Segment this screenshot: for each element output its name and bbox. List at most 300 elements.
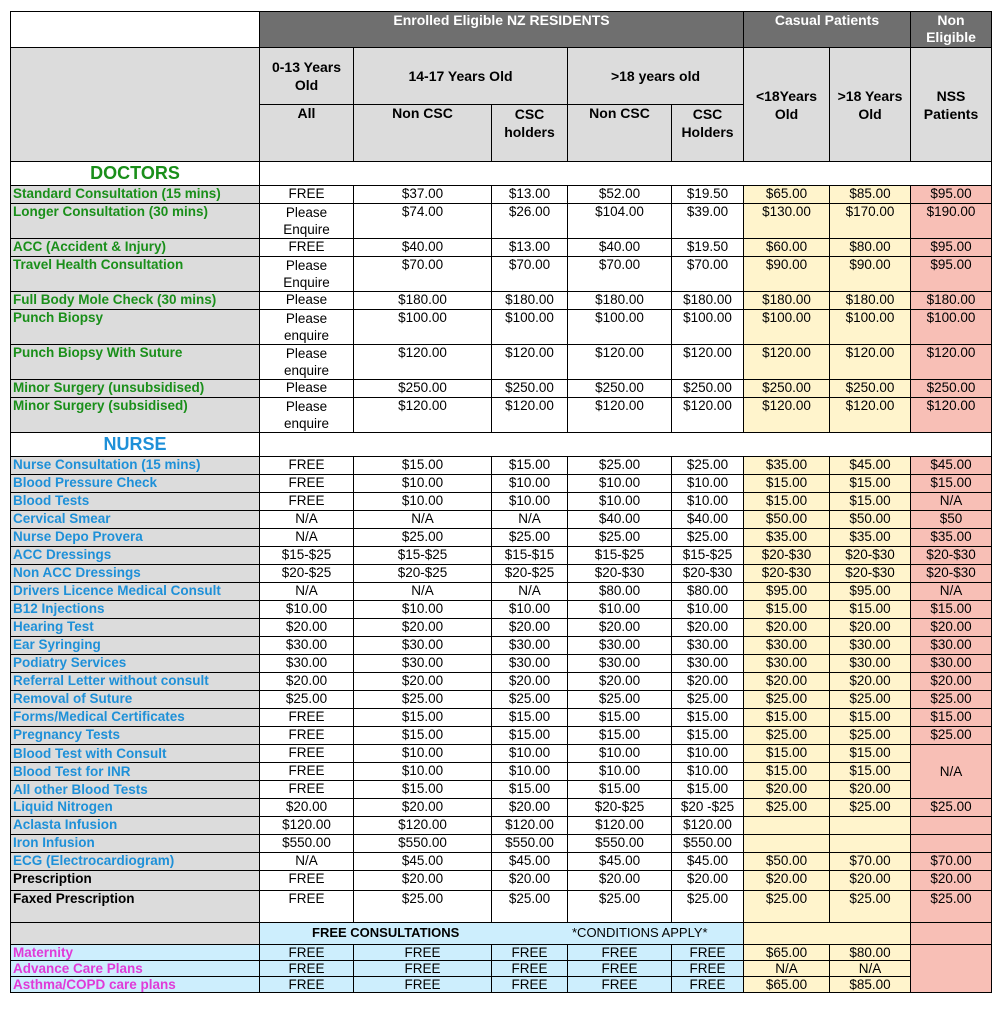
price-cell: $15.00: [354, 457, 492, 475]
price-cell: [260, 310, 354, 345]
price-cell: $45.00: [672, 853, 744, 871]
table-row: [11, 619, 992, 637]
price-cell: $10.00: [492, 601, 568, 619]
price-cell: $120.00: [911, 345, 992, 380]
price-line1: Please: [285, 346, 328, 361]
price-cell: [830, 817, 911, 835]
price-cell: $70.00: [830, 853, 911, 871]
price-cell: $65.00: [744, 186, 830, 204]
price-cell: $10.00: [492, 475, 568, 493]
price-cell: N/A: [260, 529, 354, 547]
price-cell: $90.00: [744, 257, 830, 292]
table-row: [11, 380, 992, 398]
price-cell: $26.00: [492, 204, 568, 239]
free-banner-label-blank: [11, 923, 260, 945]
doctors-section-title: DOCTORS: [11, 162, 260, 186]
row-label: Faxed Prescription: [11, 891, 260, 923]
price-cell: $25.00: [744, 891, 830, 923]
price-cell: Please: [260, 292, 354, 310]
price-cell: $20.00: [830, 871, 911, 891]
row-label: Standard Consultation (15 mins): [11, 186, 260, 204]
price-cell: $15.00: [911, 709, 992, 727]
table-row: [11, 691, 992, 709]
price-cell: $20-$30: [744, 547, 830, 565]
price-cell: $10.00: [354, 493, 492, 511]
price-cell: FREE: [260, 763, 354, 781]
price-cell: $85.00: [830, 186, 911, 204]
label-header-blank: [11, 48, 260, 162]
age-0-13-header: [260, 48, 354, 105]
price-cell: $10.00: [672, 601, 744, 619]
price-cell: $25.00: [672, 529, 744, 547]
nurse-section-row: [11, 433, 992, 457]
price-cell: $30.00: [744, 655, 830, 673]
price-cell: $15-$15: [492, 547, 568, 565]
price-cell: FREE: [260, 709, 354, 727]
table-row: [11, 727, 992, 745]
table-row: [11, 853, 992, 871]
price-line2: enquire: [283, 363, 330, 378]
row-label: Iron Infusion: [11, 835, 260, 853]
price-cell: $550.00: [354, 835, 492, 853]
price-cell: FREE: [492, 961, 568, 977]
table-row: [11, 186, 992, 204]
nurse-section-blank: [260, 433, 992, 457]
price-cell: $550.00: [568, 835, 672, 853]
price-cell: $10.00: [568, 601, 672, 619]
row-label: Prescription: [11, 871, 260, 891]
price-cell: $35.00: [744, 457, 830, 475]
row-label: Liquid Nitrogen: [11, 799, 260, 817]
table-row: [11, 565, 992, 583]
table-row: [11, 799, 992, 817]
price-cell: $100.00: [672, 310, 744, 345]
price-cell: $85.00: [830, 977, 911, 993]
row-label: Hearing Test: [11, 619, 260, 637]
price-cell: $13.00: [492, 239, 568, 257]
price-cell: $100.00: [744, 310, 830, 345]
price-cell: $25.00: [911, 727, 992, 745]
price-cell: N/A: [911, 583, 992, 601]
price-cell: $25.00: [830, 727, 911, 745]
price-cell: FREE: [672, 945, 744, 961]
price-cell: $20-$25: [354, 565, 492, 583]
row-label: Aclasta Infusion: [11, 817, 260, 835]
row-label: Longer Consultation (30 mins): [11, 204, 260, 239]
price-cell: $550.00: [672, 835, 744, 853]
price-cell: $190.00: [911, 204, 992, 239]
non-eligible-line1: Non: [937, 12, 965, 28]
price-cell: FREE: [260, 475, 354, 493]
price-cell: $25.00: [911, 891, 992, 923]
price-line1: Please: [285, 399, 328, 414]
price-cell: $30.00: [744, 637, 830, 655]
price-cell: $80.00: [672, 583, 744, 601]
price-cell: $70.00: [492, 257, 568, 292]
price-cell: FREE: [260, 457, 354, 475]
price-cell: $120.00: [354, 345, 492, 380]
row-label: Blood Tests: [11, 493, 260, 511]
price-cell: N/A: [260, 511, 354, 529]
table-row: [11, 763, 992, 781]
price-cell: $30.00: [354, 637, 492, 655]
price-cell: $15.00: [672, 709, 744, 727]
price-cell: N/A: [744, 961, 830, 977]
price-cell: $25.00: [260, 691, 354, 709]
price-cell: $30.00: [354, 655, 492, 673]
price-cell: $120.00: [354, 817, 492, 835]
table-row: [11, 257, 992, 292]
free-nss-blank: [911, 945, 992, 993]
under-18-line1: <18Years: [755, 87, 818, 104]
price-cell: $120.00: [911, 398, 992, 433]
price-cell: $120.00: [744, 398, 830, 433]
price-cell: $20-$30: [672, 565, 744, 583]
price-cell: $30.00: [568, 655, 672, 673]
price-cell: $120.00: [830, 398, 911, 433]
price-cell: $10.00: [492, 745, 568, 763]
under-18-line2: Old: [774, 105, 799, 122]
price-cell: [911, 835, 992, 853]
over-18-line2: Old: [858, 105, 882, 122]
price-cell: $120.00: [568, 345, 672, 380]
price-cell: $10.00: [672, 475, 744, 493]
price-cell: FREE: [354, 945, 492, 961]
table-row: [11, 239, 992, 257]
price-cell: FREE: [492, 945, 568, 961]
price-cell: $180.00: [744, 292, 830, 310]
price-cell: $45.00: [568, 853, 672, 871]
price-cell: [260, 257, 354, 292]
table-row: [11, 871, 992, 891]
price-cell: $20.00: [830, 781, 911, 799]
price-cell: $95.00: [911, 186, 992, 204]
price-cell: $20.00: [260, 799, 354, 817]
price-cell: $180.00: [672, 292, 744, 310]
row-label: ECG (Electrocardiogram): [11, 853, 260, 871]
price-cell: $80.00: [568, 583, 672, 601]
row-label: Advance Care Plans: [11, 961, 260, 977]
price-cell: $30.00: [672, 655, 744, 673]
price-cell: $25.00: [672, 691, 744, 709]
price-line2: Enquire: [283, 275, 330, 290]
row-label: Podiatry Services: [11, 655, 260, 673]
price-cell: $95.00: [911, 257, 992, 292]
non-eligible-header: [911, 12, 992, 48]
price-cell: $10.00: [354, 601, 492, 619]
price-cell: $15.00: [744, 745, 830, 763]
table-row: [11, 493, 992, 511]
price-cell: $120.00: [260, 817, 354, 835]
price-cell: $25.00: [568, 529, 672, 547]
blood-nss-cell: N/A: [911, 745, 992, 799]
price-cell: $120.00: [492, 345, 568, 380]
row-label: ACC (Accident & Injury): [11, 239, 260, 257]
price-cell: $20.00: [492, 619, 568, 637]
price-cell: $120.00: [672, 345, 744, 380]
price-cell: FREE: [260, 745, 354, 763]
row-label: ACC Dressings: [11, 547, 260, 565]
table-row: [11, 673, 992, 691]
price-cell: $45.00: [911, 457, 992, 475]
price-line2: Enquire: [283, 222, 330, 237]
price-cell: $30.00: [492, 655, 568, 673]
row-label: Asthma/COPD care plans: [11, 977, 260, 993]
price-cell: $15.00: [568, 781, 672, 799]
free-banner-casual-blank: [744, 923, 911, 945]
price-cell: N/A: [354, 583, 492, 601]
row-label: Referral Letter without consult: [11, 673, 260, 691]
enrolled-header: Enrolled Eligible NZ RESIDENTS: [260, 12, 744, 48]
price-cell: N/A: [911, 493, 992, 511]
price-cell: $15.00: [568, 709, 672, 727]
price-cell: $60.00: [744, 239, 830, 257]
price-cell: $25.00: [568, 891, 672, 923]
price-cell: $20.00: [672, 673, 744, 691]
price-cell: $15-$25: [354, 547, 492, 565]
row-label: Forms/Medical Certificates: [11, 709, 260, 727]
price-cell: N/A: [830, 961, 911, 977]
price-cell: $20.00: [672, 619, 744, 637]
row-label: Ear Syringing: [11, 637, 260, 655]
price-cell: N/A: [492, 511, 568, 529]
price-cell: $20.00: [260, 673, 354, 691]
price-cell: $35.00: [911, 529, 992, 547]
row-label: Travel Health Consultation: [11, 257, 260, 292]
table-row: [11, 781, 992, 799]
price-cell: $10.00: [354, 475, 492, 493]
price-line2: enquire: [283, 416, 330, 431]
price-cell: $35.00: [830, 529, 911, 547]
price-cell: N/A: [492, 583, 568, 601]
price-cell: $25.00: [568, 691, 672, 709]
price-cell: $10.00: [354, 763, 492, 781]
price-cell: $45.00: [492, 853, 568, 871]
price-cell: $120.00: [492, 398, 568, 433]
price-cell: $25.00: [354, 529, 492, 547]
table-row: [11, 457, 992, 475]
price-cell: $90.00: [830, 257, 911, 292]
price-cell: $180.00: [911, 292, 992, 310]
price-cell: $19.50: [672, 186, 744, 204]
price-cell: $104.00: [568, 204, 672, 239]
price-cell: $15.00: [354, 727, 492, 745]
price-cell: FREE: [260, 891, 354, 923]
row-label: Punch Biopsy: [11, 310, 260, 345]
price-cell: FREE: [568, 961, 672, 977]
price-cell: $250.00: [492, 380, 568, 398]
price-cell: $20.00: [911, 619, 992, 637]
non-eligible-line2: Eligible: [926, 29, 976, 45]
price-cell: $15.00: [830, 709, 911, 727]
table-row: [11, 817, 992, 835]
price-cell: $10.00: [568, 745, 672, 763]
price-cell: $20-$30: [911, 547, 992, 565]
row-label: Minor Surgery (subsidised): [11, 398, 260, 433]
nss-line1: NSS: [936, 87, 966, 104]
price-cell: $10.00: [492, 493, 568, 511]
price-cell: $25.00: [911, 799, 992, 817]
table-row: [11, 511, 992, 529]
price-cell: $15.00: [744, 475, 830, 493]
table-row: [11, 945, 992, 961]
price-cell: $25.00: [672, 891, 744, 923]
price-cell: $25.00: [830, 691, 911, 709]
price-cell: $20.00: [830, 673, 911, 691]
price-cell: $20.00: [744, 619, 830, 637]
price-cell: $20-$30: [744, 565, 830, 583]
price-cell: $250.00: [354, 380, 492, 398]
row-label: Punch Biopsy With Suture: [11, 345, 260, 380]
price-cell: $65.00: [744, 977, 830, 993]
price-cell: $20-$30: [568, 565, 672, 583]
price-cell: $20-$30: [911, 565, 992, 583]
price-cell: $13.00: [492, 186, 568, 204]
age-18-header: >18 years old: [568, 48, 744, 105]
price-cell: [911, 817, 992, 835]
age-0-13-line1: 0-13 Years: [271, 59, 342, 75]
price-cell: $15.00: [911, 475, 992, 493]
csc-18-header: [672, 105, 744, 162]
price-cell: $20.00: [911, 871, 992, 891]
price-cell: FREE: [354, 977, 492, 993]
csc-18-line1: CSC: [692, 106, 723, 122]
price-cell: $95.00: [744, 583, 830, 601]
table-row: [11, 961, 992, 977]
price-cell: $100.00: [568, 310, 672, 345]
price-cell: $25.00: [830, 799, 911, 817]
price-cell: Please: [260, 380, 354, 398]
price-cell: FREE: [260, 945, 354, 961]
price-cell: $40.00: [354, 239, 492, 257]
price-cell: [260, 398, 354, 433]
price-cell: $120.00: [672, 817, 744, 835]
price-cell: FREE: [354, 961, 492, 977]
price-cell: $25.00: [744, 727, 830, 745]
price-cell: $100.00: [354, 310, 492, 345]
price-cell: $30.00: [830, 637, 911, 655]
price-cell: $10.00: [568, 475, 672, 493]
price-cell: [830, 835, 911, 853]
price-cell: $15.00: [911, 601, 992, 619]
row-label: Minor Surgery (unsubsidised): [11, 380, 260, 398]
price-cell: $25.00: [492, 891, 568, 923]
price-cell: $40.00: [568, 239, 672, 257]
csc-14-17-line2: holders: [504, 124, 555, 140]
price-cell: $25.00: [744, 691, 830, 709]
price-cell: $10.00: [672, 493, 744, 511]
under-18-header: [744, 48, 830, 162]
price-cell: N/A: [260, 583, 354, 601]
price-cell: $20.00: [744, 871, 830, 891]
price-cell: $20.00: [568, 673, 672, 691]
price-cell: $50.00: [744, 853, 830, 871]
price-cell: $45.00: [830, 457, 911, 475]
price-cell: $20.00: [744, 781, 830, 799]
row-label: Cervical Smear: [11, 511, 260, 529]
price-cell: $10.00: [568, 493, 672, 511]
price-cell: $30.00: [672, 637, 744, 655]
price-cell: FREE: [260, 871, 354, 891]
age-14-17-header: 14-17 Years Old: [354, 48, 568, 105]
price-cell: $25.00: [744, 799, 830, 817]
price-cell: $25.00: [568, 457, 672, 475]
free-banner-nss-blank: [911, 923, 992, 945]
price-cell: $20.00: [354, 799, 492, 817]
price-cell: $10.00: [354, 745, 492, 763]
age-0-13-line2: Old: [294, 77, 319, 93]
price-cell: $15.00: [830, 493, 911, 511]
price-cell: $180.00: [354, 292, 492, 310]
price-cell: $80.00: [830, 239, 911, 257]
price-cell: $20.00: [354, 619, 492, 637]
free-banner-row: [11, 923, 992, 945]
price-cell: $15.00: [830, 763, 911, 781]
price-cell: $70.00: [911, 853, 992, 871]
row-label: Blood Test with Consult: [11, 745, 260, 763]
price-cell: [260, 204, 354, 239]
price-cell: $35.00: [744, 529, 830, 547]
fee-schedule-table: [10, 11, 992, 993]
over-18-header: [830, 48, 911, 162]
price-cell: FREE: [672, 961, 744, 977]
row-label: Drivers Licence Medical Consult: [11, 583, 260, 601]
row-label: Nurse Consultation (15 mins): [11, 457, 260, 475]
price-cell: $250.00: [672, 380, 744, 398]
table-row: [11, 655, 992, 673]
price-cell: FREE: [568, 977, 672, 993]
price-cell: $50.00: [830, 511, 911, 529]
price-cell: $50.00: [744, 511, 830, 529]
price-line1: Please: [285, 311, 328, 326]
price-cell: $15.00: [744, 709, 830, 727]
price-cell: $15.00: [354, 709, 492, 727]
price-cell: $25.00: [672, 457, 744, 475]
price-cell: $550.00: [492, 835, 568, 853]
price-cell: $70.00: [568, 257, 672, 292]
table-row: [11, 709, 992, 727]
price-cell: $20.00: [911, 673, 992, 691]
row-label: Non ACC Dressings: [11, 565, 260, 583]
price-cell: $30.00: [911, 655, 992, 673]
price-cell: $45.00: [354, 853, 492, 871]
price-cell: $20-$30: [830, 565, 911, 583]
price-cell: $15.00: [492, 709, 568, 727]
price-cell: $180.00: [830, 292, 911, 310]
free-banner-left: FREE CONSULTATIONS: [312, 925, 460, 940]
price-cell: $120.00: [354, 398, 492, 433]
table-row: [11, 637, 992, 655]
price-cell: $20.00: [354, 871, 492, 891]
price-cell: $15.00: [744, 763, 830, 781]
casual-header: Casual Patients: [744, 12, 911, 48]
price-cell: $52.00: [568, 186, 672, 204]
price-cell: $30.00: [492, 637, 568, 655]
row-label: Blood Test for INR: [11, 763, 260, 781]
price-cell: $15-$25: [568, 547, 672, 565]
price-cell: FREE: [260, 239, 354, 257]
price-cell: $65.00: [744, 945, 830, 961]
corner-cell: [11, 12, 260, 48]
price-line2: enquire: [283, 328, 330, 343]
table-row: [11, 529, 992, 547]
price-cell: $15.00: [830, 745, 911, 763]
row-label: B12 Injections: [11, 601, 260, 619]
price-cell: $30.00: [260, 655, 354, 673]
table-row: [11, 547, 992, 565]
price-cell: $20 -$25: [672, 799, 744, 817]
row-label: Maternity: [11, 945, 260, 961]
